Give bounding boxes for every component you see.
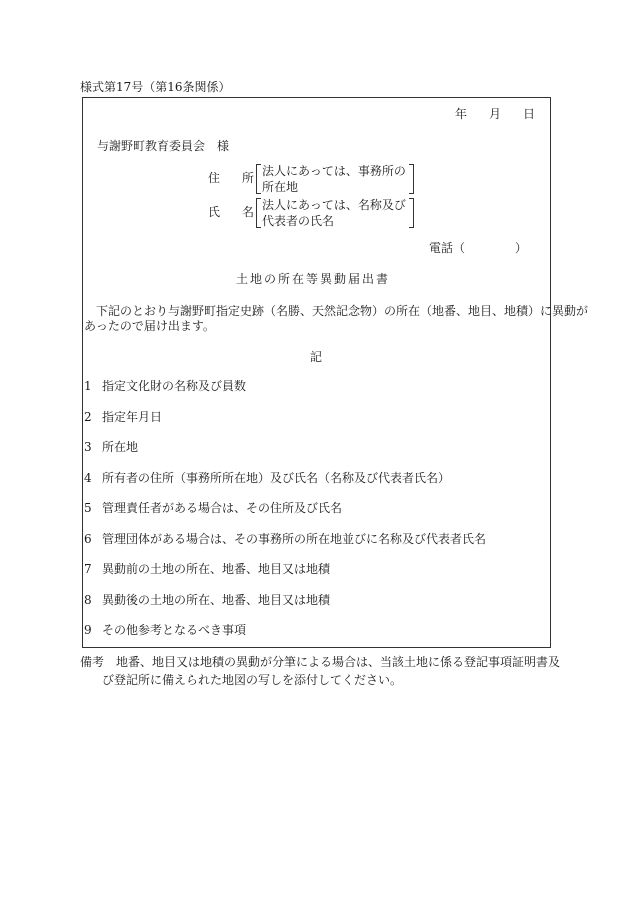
form-number: 様式第17号（第16条関係） <box>80 80 231 94</box>
item-text: 異動前の土地の所在、地番、地目又は地積 <box>102 562 331 576</box>
recipient: 与謝野町教育委員会 様 <box>97 139 230 153</box>
remarks-line-1: 地番、地目又は地積の異動が分筆による場合は、当該土地に係る登記事項証明書及 <box>116 655 561 669</box>
address-label-2: 所 <box>242 171 255 185</box>
item-4 <box>84 471 450 485</box>
item-number: 7 <box>84 562 92 576</box>
name-label-2: 名 <box>242 205 255 219</box>
item-5 <box>84 501 342 515</box>
item-text: その他参考となるべき事項 <box>102 623 247 637</box>
item-number: 2 <box>84 410 92 424</box>
intro-line-1: 下記のとおり与謝野町指定史跡（名勝、天然記念物）の所在（地番、地目、地積）に異動が <box>96 304 589 318</box>
item-text: 管理責任者がある場合は、その住所及び氏名 <box>102 501 343 515</box>
item-text: 所有者の住所（事務所所在地）及び氏名（名称及び代表者氏名） <box>102 471 451 485</box>
item-text: 指定文化財の名称及び員数 <box>102 379 247 393</box>
name-note-line1: 法人にあっては、名称及び <box>262 198 406 212</box>
address-note-line1: 法人にあっては、事務所の <box>262 164 406 178</box>
item-text: 異動後の土地の所在、地番、地目又は地積 <box>102 593 331 607</box>
item-text: 管理団体がある場合は、その事務所の所在地並びに名称及び代表者氏名 <box>102 532 487 546</box>
address-note <box>262 163 412 195</box>
item-number: 5 <box>84 501 92 515</box>
phone-label: 電話（ <box>429 241 466 255</box>
date-day: 日 <box>523 107 536 121</box>
item-number: 6 <box>84 532 92 546</box>
remarks-line-2: び登記所に備えられた地図の写しを添付してください。 <box>102 673 403 687</box>
name-note-line2: 代表者の氏名 <box>262 214 335 228</box>
document-title: 土地の所在等異動届出書 <box>236 272 391 286</box>
date-month: 月 <box>489 107 502 121</box>
item-9 <box>84 623 246 637</box>
item-text: 指定年月日 <box>102 410 163 424</box>
item-number: 8 <box>84 593 92 607</box>
item-8 <box>84 593 330 607</box>
item-6 <box>84 532 486 546</box>
ki-heading: 記 <box>310 350 323 364</box>
address-note-line2: 所在地 <box>262 180 299 194</box>
phone-close: ） <box>515 241 528 255</box>
name-note <box>262 197 412 229</box>
name-label-1: 氏 <box>208 205 221 219</box>
item-3 <box>84 440 138 454</box>
remarks-label: 備考 <box>80 655 105 669</box>
address-label-1: 住 <box>208 171 221 185</box>
item-number: 1 <box>84 379 92 393</box>
item-number: 3 <box>84 440 92 454</box>
item-1 <box>84 379 246 393</box>
item-number: 4 <box>84 471 92 485</box>
item-7 <box>84 562 330 576</box>
intro-line-2: あったので届け出ます。 <box>84 319 215 333</box>
item-text: 所在地 <box>102 440 139 454</box>
date-year: 年 <box>455 107 468 121</box>
item-number: 9 <box>84 623 92 637</box>
item-2 <box>84 410 162 424</box>
